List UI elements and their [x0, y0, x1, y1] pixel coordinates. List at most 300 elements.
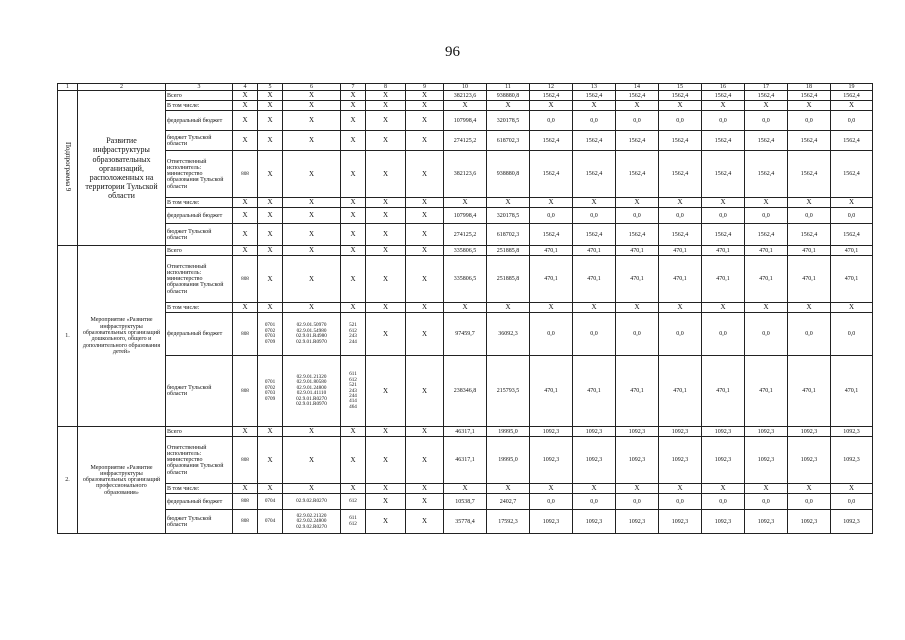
value-cell: 470,1	[530, 246, 573, 256]
value-cell: 470,1	[659, 356, 702, 427]
code-section: 0701 0702 0703 0709	[258, 356, 283, 427]
code-grbs: X	[233, 484, 258, 494]
code-expense: X	[341, 437, 366, 484]
value-cell: 382123,6	[444, 91, 487, 101]
value-cell: 470,1	[831, 256, 873, 303]
value-cell: 0,0	[530, 313, 573, 356]
value-cell: X	[788, 303, 831, 313]
col-8: X	[366, 131, 406, 151]
value-cell: 1092,3	[530, 510, 573, 534]
table-row	[58, 356, 873, 427]
value-cell: 0,0	[702, 313, 745, 356]
value-cell: X	[745, 484, 788, 494]
code-expense: X	[341, 198, 366, 208]
column-number: 17	[745, 84, 788, 91]
value-cell: 0,0	[831, 313, 873, 356]
col-8: X	[366, 356, 406, 427]
value-cell: X	[530, 303, 573, 313]
value-cell: 1092,3	[616, 510, 659, 534]
value-cell: 320178,5	[487, 208, 530, 224]
value-cell: X	[530, 198, 573, 208]
code-target: 02.9.02.21320 02.9.02.24800 02.9.02.R0270	[283, 510, 341, 534]
value-cell: 1562,4	[745, 131, 788, 151]
code-section: X	[258, 303, 283, 313]
value-cell: 0,0	[530, 111, 573, 131]
table-row	[58, 101, 873, 111]
code-grbs: X	[233, 224, 258, 246]
value-cell: 618702,3	[487, 224, 530, 246]
value-cell: 1562,4	[530, 131, 573, 151]
value-cell: 0,0	[616, 313, 659, 356]
value-cell: X	[487, 101, 530, 111]
code-expense: X	[341, 91, 366, 101]
value-cell: 0,0	[745, 208, 788, 224]
value-cell: 470,1	[616, 246, 659, 256]
section-title: Мероприятие «Развитие инфраструктуры образовательных организаций дошкольного, общего и дополнительного образования детей»	[78, 246, 166, 427]
value-cell: 470,1	[573, 356, 616, 427]
value-cell: 470,1	[702, 356, 745, 427]
value-cell: 470,1	[745, 256, 788, 303]
code-target: X	[283, 198, 341, 208]
column-number: 1	[58, 84, 78, 91]
code-section: X	[258, 224, 283, 246]
value-cell: 1092,3	[831, 510, 873, 534]
code-target: X	[283, 484, 341, 494]
row-label: Ответственный исполнитель: министерство образования Тульской области	[166, 151, 233, 198]
table-row	[58, 224, 873, 246]
code-target: X	[283, 427, 341, 437]
row-label: В том числе:	[166, 303, 233, 313]
value-cell: 1092,3	[745, 510, 788, 534]
code-target: X	[283, 91, 341, 101]
code-section: 0704	[258, 510, 283, 534]
value-cell: 0,0	[573, 313, 616, 356]
table-row	[58, 313, 873, 356]
value-cell: 46317,1	[444, 437, 487, 484]
value-cell: 0,0	[788, 111, 831, 131]
value-cell: 470,1	[702, 256, 745, 303]
code-expense: X	[341, 151, 366, 198]
value-cell: 470,1	[616, 256, 659, 303]
value-cell: X	[659, 303, 702, 313]
col-9: X	[406, 91, 444, 101]
column-number: 18	[788, 84, 831, 91]
col-9: X	[406, 101, 444, 111]
value-cell: 0,0	[788, 494, 831, 510]
value-cell: 1562,4	[530, 224, 573, 246]
code-expense: X	[341, 256, 366, 303]
value-cell: 1562,4	[745, 151, 788, 198]
code-expense: X	[341, 208, 366, 224]
value-cell: 1562,4	[788, 224, 831, 246]
value-cell: 470,1	[573, 256, 616, 303]
value-cell: 1092,3	[616, 427, 659, 437]
page-number: 96	[445, 44, 460, 60]
code-expense: X	[341, 131, 366, 151]
col-8: X	[366, 224, 406, 246]
value-cell: 1562,4	[573, 224, 616, 246]
value-cell: 0,0	[702, 208, 745, 224]
value-cell: 1092,3	[702, 427, 745, 437]
value-cell: 1562,4	[745, 91, 788, 101]
code-target: X	[283, 131, 341, 151]
value-cell: 1562,4	[788, 131, 831, 151]
value-cell: 1092,3	[788, 510, 831, 534]
section-number: 1.	[58, 246, 78, 427]
value-cell: 0,0	[831, 494, 873, 510]
value-cell: 17592,3	[487, 510, 530, 534]
value-cell: 1562,4	[831, 131, 873, 151]
value-cell: 1092,3	[659, 510, 702, 534]
value-cell: 19995,0	[487, 437, 530, 484]
value-cell: X	[745, 101, 788, 111]
value-cell: X	[831, 303, 873, 313]
column-number: 6	[283, 84, 341, 91]
value-cell: 335806,5	[444, 246, 487, 256]
value-cell: 1562,4	[659, 131, 702, 151]
code-section: X	[258, 246, 283, 256]
value-cell: X	[573, 101, 616, 111]
value-cell: 1092,3	[788, 437, 831, 484]
value-cell: 1562,4	[788, 91, 831, 101]
value-cell: 470,1	[788, 256, 831, 303]
value-cell: 0,0	[616, 494, 659, 510]
value-cell: 0,0	[659, 494, 702, 510]
value-cell: 1562,4	[573, 151, 616, 198]
value-cell: 470,1	[530, 356, 573, 427]
row-label: В том числе:	[166, 101, 233, 111]
value-cell: X	[788, 198, 831, 208]
table-row	[58, 111, 873, 131]
value-cell: X	[831, 101, 873, 111]
value-cell: 0,0	[573, 494, 616, 510]
value-cell: 46317,1	[444, 427, 487, 437]
row-label: Всего	[166, 427, 233, 437]
value-cell: 1562,4	[616, 224, 659, 246]
row-label: бюджет Тульской области	[166, 224, 233, 246]
code-section: X	[258, 91, 283, 101]
code-grbs: 808	[233, 313, 258, 356]
code-section: X	[258, 437, 283, 484]
value-cell: 36092,3	[487, 313, 530, 356]
value-cell: 0,0	[659, 208, 702, 224]
value-cell: 320178,5	[487, 111, 530, 131]
row-label: Всего	[166, 246, 233, 256]
code-target: X	[283, 256, 341, 303]
col-9: X	[406, 111, 444, 131]
value-cell: 19995,0	[487, 427, 530, 437]
value-cell: 1562,4	[831, 224, 873, 246]
value-cell: 0,0	[573, 208, 616, 224]
value-cell: 274125,2	[444, 224, 487, 246]
row-label: бюджет Тульской области	[166, 356, 233, 427]
value-cell: 0,0	[616, 208, 659, 224]
col-8: X	[366, 246, 406, 256]
value-cell: 1562,4	[616, 91, 659, 101]
value-cell: X	[702, 101, 745, 111]
value-cell: X	[444, 198, 487, 208]
code-grbs: X	[233, 198, 258, 208]
code-section: X	[258, 111, 283, 131]
value-cell: 1562,4	[702, 131, 745, 151]
value-cell: 470,1	[745, 356, 788, 427]
code-expense: X	[341, 484, 366, 494]
value-cell: 470,1	[831, 356, 873, 427]
column-number: 7	[341, 84, 366, 91]
code-section: X	[258, 198, 283, 208]
code-target: 02.9.02.R0270	[283, 494, 341, 510]
col-8: X	[366, 151, 406, 198]
value-cell: 0,0	[659, 313, 702, 356]
value-cell: 1562,4	[702, 224, 745, 246]
code-section: X	[258, 208, 283, 224]
row-label: Ответственный исполнитель: министерство образования Тульской области	[166, 437, 233, 484]
table-row	[58, 484, 873, 494]
table-row	[58, 91, 873, 101]
value-cell: X	[616, 484, 659, 494]
col-9: X	[406, 131, 444, 151]
code-expense: X	[341, 427, 366, 437]
value-cell: X	[487, 198, 530, 208]
section-number: 2.	[58, 427, 78, 534]
value-cell: 97459,7	[444, 313, 487, 356]
value-cell: 470,1	[831, 246, 873, 256]
value-cell: 1092,3	[573, 510, 616, 534]
code-expense: X	[341, 303, 366, 313]
col-9: X	[406, 437, 444, 484]
value-cell: 470,1	[659, 256, 702, 303]
code-target: 02.9.01.21320 02.9.01.80580 02.9.01.24800 02.9.01.41110 02.9.01.R0270 02.9.01.R0970	[283, 356, 341, 427]
col-8: X	[366, 101, 406, 111]
col-8: X	[366, 303, 406, 313]
col-9: X	[406, 427, 444, 437]
value-cell: X	[659, 198, 702, 208]
value-cell: 35778,4	[444, 510, 487, 534]
code-target: 02.9.01.50970 02.9.01.54980 02.9.01.R4980 02.9.01.R0970	[283, 313, 341, 356]
value-cell: 0,0	[659, 111, 702, 131]
code-grbs: X	[233, 246, 258, 256]
value-cell: 470,1	[573, 246, 616, 256]
column-number-row	[58, 84, 873, 91]
value-cell: 470,1	[659, 246, 702, 256]
code-section: 0704	[258, 494, 283, 510]
value-cell: 0,0	[831, 111, 873, 131]
col-8: X	[366, 91, 406, 101]
column-number: 5	[258, 84, 283, 91]
value-cell: X	[702, 303, 745, 313]
value-cell: X	[788, 484, 831, 494]
code-section: X	[258, 131, 283, 151]
value-cell: 470,1	[530, 256, 573, 303]
col-9: X	[406, 303, 444, 313]
value-cell: 0,0	[530, 494, 573, 510]
value-cell: 0,0	[788, 313, 831, 356]
value-cell: X	[616, 198, 659, 208]
row-label: В том числе:	[166, 484, 233, 494]
code-expense: X	[341, 101, 366, 111]
value-cell: X	[573, 198, 616, 208]
value-cell: X	[831, 484, 873, 494]
value-cell: 251885,8	[487, 246, 530, 256]
col-8: X	[366, 198, 406, 208]
code-grbs: 808	[233, 494, 258, 510]
value-cell: 1562,4	[659, 91, 702, 101]
value-cell: 938880,8	[487, 151, 530, 198]
code-expense: 612	[341, 494, 366, 510]
col-9: X	[406, 484, 444, 494]
col-9: X	[406, 256, 444, 303]
code-expense: 611 612	[341, 510, 366, 534]
code-target: X	[283, 246, 341, 256]
code-target: X	[283, 208, 341, 224]
value-cell: 0,0	[616, 111, 659, 131]
section-title: Мероприятие «Развитие инфраструктуры образовательных организаций профессионального образования»	[78, 427, 166, 534]
value-cell: X	[659, 101, 702, 111]
col-8: X	[366, 208, 406, 224]
value-cell: 382123,6	[444, 151, 487, 198]
row-label: федеральный бюджет	[166, 208, 233, 224]
col-8: X	[366, 427, 406, 437]
value-cell: X	[616, 303, 659, 313]
col-9: X	[406, 313, 444, 356]
value-cell: 0,0	[745, 494, 788, 510]
column-number: 12	[530, 84, 573, 91]
value-cell: X	[444, 484, 487, 494]
value-cell: 1092,3	[745, 437, 788, 484]
value-cell: 938880,8	[487, 91, 530, 101]
row-label: В том числе:	[166, 198, 233, 208]
row-label: федеральный бюджет	[166, 111, 233, 131]
code-target: X	[283, 224, 341, 246]
column-number: 19	[831, 84, 873, 91]
table-row	[58, 131, 873, 151]
value-cell: 1092,3	[530, 427, 573, 437]
value-cell: 1562,4	[530, 151, 573, 198]
value-cell: 1092,3	[831, 437, 873, 484]
col-8: X	[366, 510, 406, 534]
value-cell: 1092,3	[831, 427, 873, 437]
code-section: X	[258, 484, 283, 494]
code-expense: X	[341, 224, 366, 246]
value-cell: X	[616, 101, 659, 111]
value-cell: X	[530, 484, 573, 494]
code-target: X	[283, 101, 341, 111]
value-cell: 1092,3	[530, 437, 573, 484]
col-9: X	[406, 151, 444, 198]
code-grbs: X	[233, 427, 258, 437]
col-9: X	[406, 510, 444, 534]
value-cell: 0,0	[745, 313, 788, 356]
code-target: X	[283, 437, 341, 484]
row-label: Ответственный исполнитель: министерство образования Тульской области	[166, 256, 233, 303]
value-cell: 238346,8	[444, 356, 487, 427]
code-section: 0701 0702 0703 0709	[258, 313, 283, 356]
value-cell: 1092,3	[788, 427, 831, 437]
code-section: X	[258, 256, 283, 303]
col-9: X	[406, 494, 444, 510]
value-cell: 1562,4	[702, 151, 745, 198]
column-number: 14	[616, 84, 659, 91]
code-grbs: 808	[233, 510, 258, 534]
value-cell: 107998,4	[444, 208, 487, 224]
table-row	[58, 437, 873, 484]
code-target: X	[283, 111, 341, 131]
value-cell: 1092,3	[659, 437, 702, 484]
col-9: X	[406, 198, 444, 208]
row-label: бюджет Тульской области	[166, 131, 233, 151]
col-8: X	[366, 484, 406, 494]
section-number: Подпрограмма 9	[58, 91, 78, 246]
value-cell: 2402,7	[487, 494, 530, 510]
value-cell: 335806,5	[444, 256, 487, 303]
value-cell: 1562,4	[745, 224, 788, 246]
value-cell: X	[444, 101, 487, 111]
value-cell: 470,1	[788, 246, 831, 256]
col-8: X	[366, 313, 406, 356]
value-cell: 470,1	[788, 356, 831, 427]
value-cell: 1562,4	[788, 151, 831, 198]
value-cell: 0,0	[788, 208, 831, 224]
column-number: 3	[166, 84, 233, 91]
value-cell: 251885,8	[487, 256, 530, 303]
column-number: 13	[573, 84, 616, 91]
value-cell: X	[573, 303, 616, 313]
value-cell: 1092,3	[702, 510, 745, 534]
code-expense: 611 612 521 243 244 414 464	[341, 356, 366, 427]
value-cell: 0,0	[745, 111, 788, 131]
value-cell: 0,0	[702, 494, 745, 510]
code-grbs: X	[233, 131, 258, 151]
value-cell: 1562,4	[659, 224, 702, 246]
value-cell: 1562,4	[702, 91, 745, 101]
value-cell: X	[573, 484, 616, 494]
code-target: X	[283, 151, 341, 198]
code-section: X	[258, 427, 283, 437]
value-cell: X	[487, 484, 530, 494]
value-cell: 0,0	[573, 111, 616, 131]
code-grbs: X	[233, 101, 258, 111]
col-8: X	[366, 256, 406, 303]
code-grbs: 808	[233, 151, 258, 198]
value-cell: 1092,3	[616, 437, 659, 484]
value-cell: 0,0	[831, 208, 873, 224]
code-expense: 521 612 243 244	[341, 313, 366, 356]
value-cell: 107998,4	[444, 111, 487, 131]
col-9: X	[406, 224, 444, 246]
value-cell: 1562,4	[530, 91, 573, 101]
value-cell: 0,0	[530, 208, 573, 224]
code-expense: X	[341, 111, 366, 131]
code-grbs: X	[233, 208, 258, 224]
value-cell: 1562,4	[659, 151, 702, 198]
value-cell: X	[788, 101, 831, 111]
value-cell: 1562,4	[616, 151, 659, 198]
col-9: X	[406, 246, 444, 256]
value-cell: 1092,3	[745, 427, 788, 437]
value-cell: 0,0	[702, 111, 745, 131]
value-cell: X	[487, 303, 530, 313]
table-row	[58, 256, 873, 303]
column-number: 8	[366, 84, 406, 91]
table-row	[58, 303, 873, 313]
column-number: 15	[659, 84, 702, 91]
column-number: 2	[78, 84, 166, 91]
value-cell: 1562,4	[573, 131, 616, 151]
value-cell: X	[702, 484, 745, 494]
value-cell: X	[745, 198, 788, 208]
table-row	[58, 198, 873, 208]
value-cell: X	[659, 484, 702, 494]
